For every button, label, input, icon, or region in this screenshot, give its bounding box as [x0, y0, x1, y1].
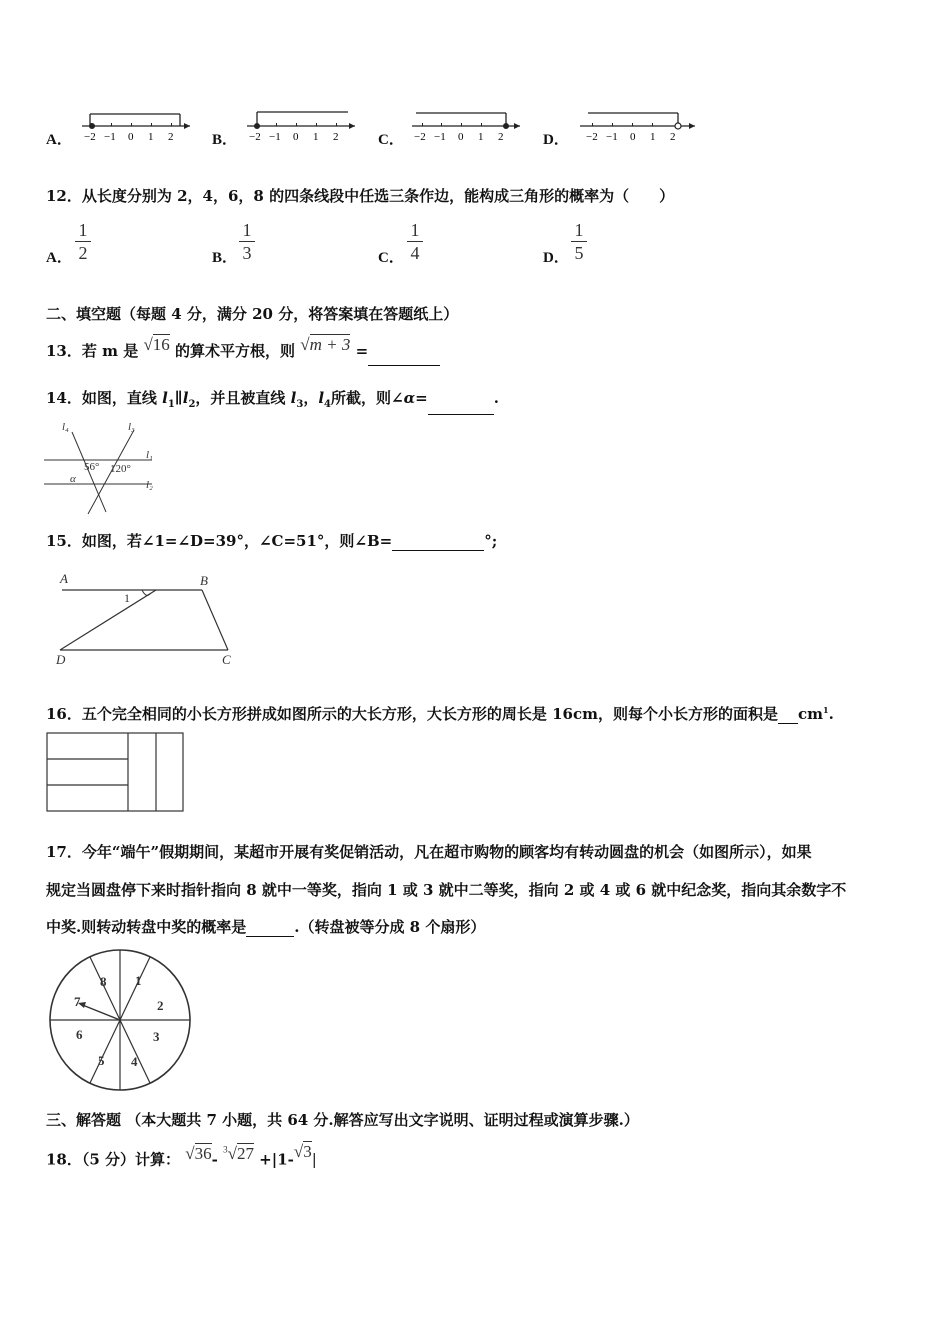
vertex-a: A [60, 571, 68, 586]
tick-label: 2 [333, 131, 339, 143]
q14-question: 14．如图，直线 $l_1\parallel l_2$，并且被直线 $l_3$，$l_4$所截，则∠α= . [46, 388, 499, 415]
tick-label: −2 [414, 131, 426, 143]
q13-suffix: = [355, 342, 369, 360]
tick-label: −1 [434, 131, 446, 143]
vertex-d: D [56, 652, 66, 667]
angle-56: 56° [84, 461, 100, 473]
q13-sqrt16: √16 [143, 335, 170, 354]
tick-label: −2 [84, 131, 96, 143]
q12-option-a-fraction: 1 2 [73, 220, 93, 263]
q14-figure [40, 418, 170, 518]
tick-label: 2 [498, 131, 504, 143]
q11-option-a-label[interactable]: A． [46, 132, 72, 148]
q17-line-1: 17．今年“端午”假期期间，某超市开展有奖促销活动，凡在超市购物的顾客均有转动圆盘的机会（如图所示），如果 [46, 843, 812, 861]
angle-1-label: 1 [124, 591, 130, 605]
q11-number-line-c [410, 100, 525, 145]
segment-d-diagonal [60, 590, 156, 650]
tick-label: 2 [168, 131, 174, 143]
sector-8: 8 [100, 974, 107, 989]
q17-answer-blank[interactable] [246, 920, 294, 937]
q15-question: 15．如图，若∠1=∠D=39°，∠C=51°，则∠B= °; [46, 532, 498, 550]
q12-option-d-fraction: 1 5 [569, 220, 589, 263]
q17-spinner-wheel [44, 948, 196, 1094]
q11-number-line-d [578, 100, 700, 145]
q13-question [46, 336, 440, 366]
tick-label: 0 [458, 131, 464, 143]
tick-label: 1 [650, 131, 656, 143]
sector-4: 4 [131, 1054, 138, 1069]
q13-middle: 的算术平方根，则 [175, 342, 296, 360]
q12-option-d-label[interactable]: D． [543, 250, 569, 266]
tick-label: 2 [670, 131, 676, 143]
q16-question: 16．五个完全相同的小长方形拼成如图所示的大长方形，大长方形的周长是 16cm，则每个小长方形的面积是 $cm^1$. [46, 705, 834, 723]
tick-label: −2 [586, 131, 598, 143]
sector-5: 5 [98, 1053, 105, 1068]
vertex-b: B [200, 573, 208, 588]
tick-label: 1 [313, 131, 319, 143]
q18-sqrt36: √36 [185, 1143, 212, 1163]
angle-1-arc [142, 590, 150, 595]
section-2-title: 二、填空题（每题 4 分，满分 20 分，将答案填在答题纸上） [46, 305, 459, 323]
q15-answer-blank[interactable] [392, 534, 484, 551]
q17-line-3: 中奖.则转动转盘中奖的概率是 .（转盘被等分成 8 个扇形） [46, 918, 486, 936]
angle-120: 120° [110, 463, 131, 475]
tick-label: 0 [128, 131, 134, 143]
q12-option-c-label[interactable]: C． [378, 250, 404, 266]
tick-label: 1 [148, 131, 154, 143]
q12-option-b-label[interactable]: B． [212, 250, 238, 266]
q17-line-2: 规定当圆盘停下来时指针指向 8 就中一等奖，指向 1 或 3 就中二等奖，指向 2 或 4 或 6 就中纪念奖，指向其余数字不 [46, 881, 847, 899]
q13-answer-blank[interactable] [368, 347, 440, 366]
q11-option-b-label[interactable]: B． [212, 132, 238, 148]
angle-alpha: α [70, 473, 76, 485]
sector-2: 2 [157, 998, 164, 1013]
tick-label: 0 [293, 131, 299, 143]
tick-label: −1 [606, 131, 618, 143]
sector-3: 3 [153, 1029, 160, 1044]
tick-label: −1 [104, 131, 116, 143]
q13-sqrt-m3: √m + 3 [300, 335, 351, 354]
q11-number-line-a [80, 100, 195, 145]
q18-cuberoot27: $^3$√27 [223, 1143, 254, 1163]
tick-label: −1 [269, 131, 281, 143]
segment-bc [202, 590, 228, 650]
q13-prefix: 13．若 m 是 [46, 342, 139, 360]
label-l2: l₂ [146, 479, 153, 491]
q12-option-b-fraction: 1 3 [237, 220, 257, 263]
q15-figure [52, 568, 252, 672]
tick-label: 1 [478, 131, 484, 143]
q12-option-a-label[interactable]: A． [46, 250, 72, 266]
q14-answer-blank[interactable] [428, 398, 494, 415]
q11-option-c-label[interactable]: C． [378, 132, 404, 148]
section-3-title: 三、解答题 （本大题共 7 小题，共 64 分.解答应写出文字说明、证明过程或演算步骤.） [46, 1111, 639, 1129]
q18-sqrt3: √3 [293, 1141, 312, 1161]
label-l1: l₁ [146, 449, 153, 461]
tick-label: 0 [630, 131, 636, 143]
label-l3: l₃ [128, 421, 135, 433]
sector-1: 1 [135, 973, 142, 988]
vertex-c: C [222, 652, 231, 667]
q16-unit: cm [797, 705, 823, 723]
sector-7: 7 [74, 994, 81, 1009]
q12-question: 12．从长度分别为 2，4，6，8 的四条线段中任选三条作边，能构成三角形的概率为（ ） [46, 187, 675, 205]
q11-option-d-label[interactable]: D． [543, 132, 569, 148]
q12-option-c-fraction: 1 4 [405, 220, 425, 263]
label-l4: l₄ [62, 421, 69, 433]
tick-label: −2 [249, 131, 261, 143]
q18-question: 18．（5 分）计算： √36- $^3$√27 +|1-√3| [46, 1141, 317, 1169]
q16-answer-blank[interactable] [778, 707, 798, 724]
sector-6: 6 [76, 1027, 83, 1042]
q11-number-line-b [245, 100, 360, 145]
q16-figure-rectangles [46, 732, 186, 814]
